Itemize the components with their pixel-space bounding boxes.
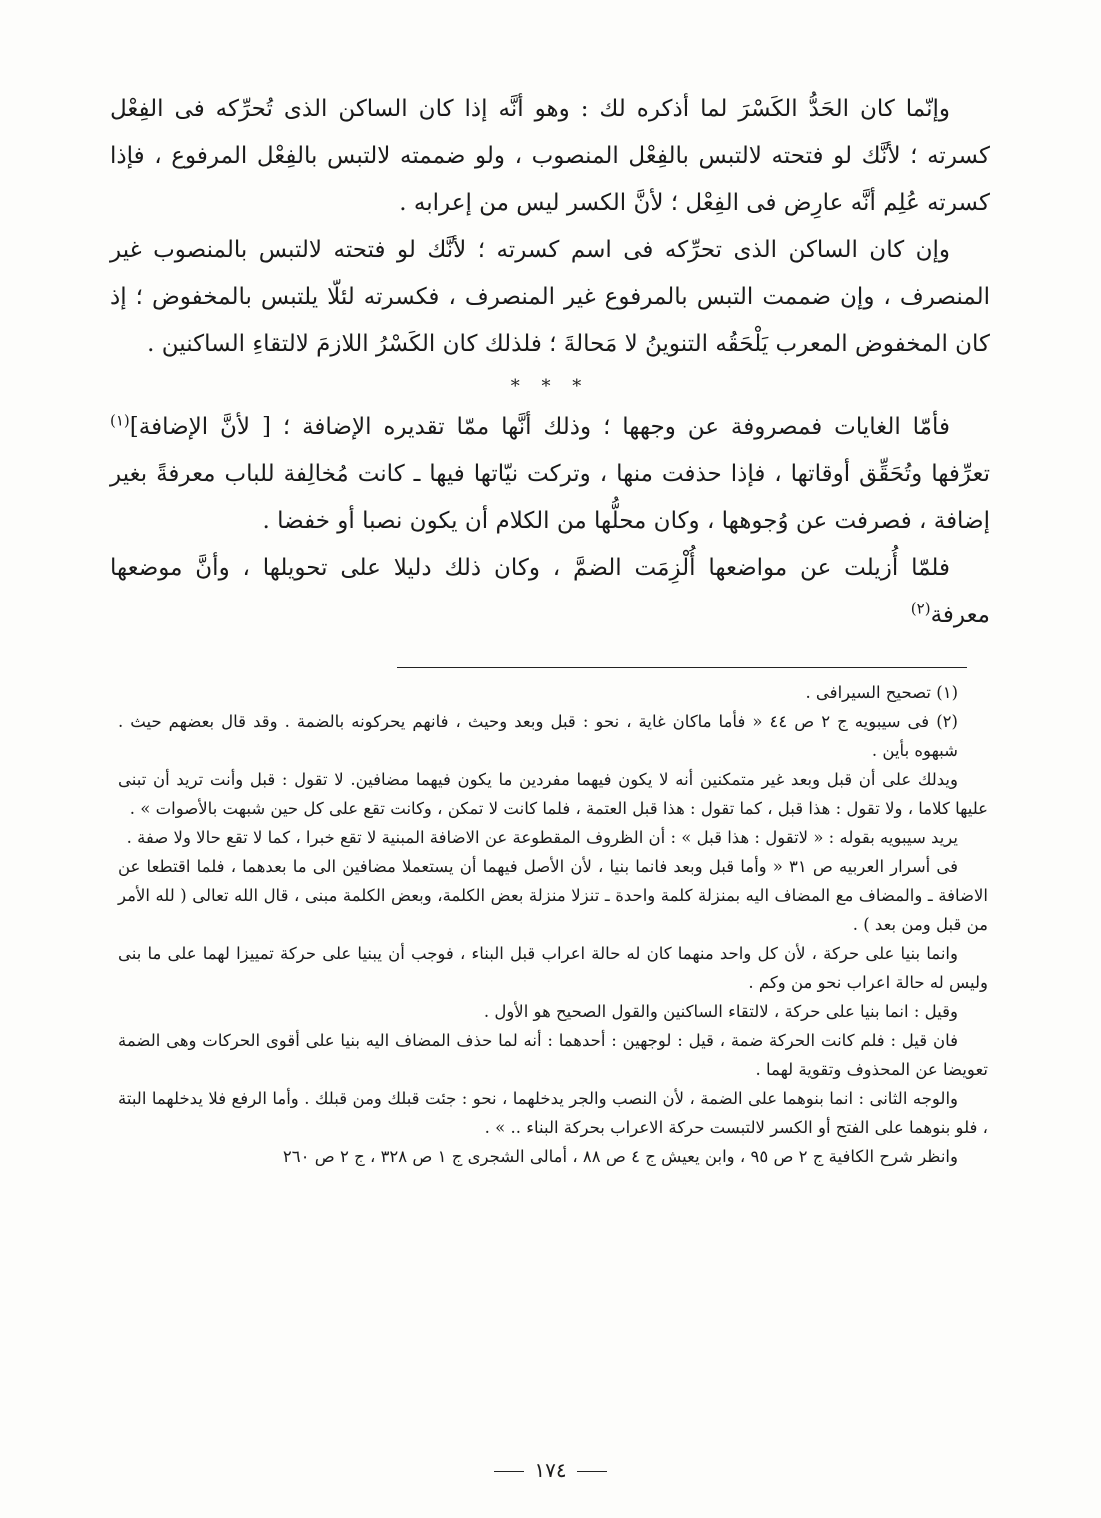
page-number: ١٧٤ xyxy=(534,1458,567,1482)
footnote-2-para-d: فى أسرار العربيه ص ٣١ « وأما قبل وبعد فانما بنيا ، لأن الأصل فيهما أن يستعملا مضافين الى ما بعدهما ، فلما اقتطعا عن الاضافة ـ والمضاف مع المضاف اليه بمنزلة كلمة واحدة ـ تنزلا منزلة بعض الكلمة، وبعض الكلمة مبنى ، قال الله تعالى ( لله الأمر من قبل ومن بعد ) . xyxy=(118,857,988,934)
paragraph-4 xyxy=(110,545,990,639)
page-number-block xyxy=(0,1458,1101,1482)
footnote-2-para-i: وانظر شرح الكافية ج ٢ ص ٩٥ ، وابن يعيش ج ٤ ص ٨٨ ، أمالى الشجرى ج ١ ص ٣٢٨ ، ج ٢ ص ٢٦٠ xyxy=(282,1147,958,1166)
section-separator: * * * xyxy=(510,376,590,397)
footnote-2-para-g: فان قيل : فلم كانت الحركة ضمة ، قيل : لوجهين : أحدهما : أنه لما حذف المضاف اليه بنيا على أقوى الحركات وهى الضمة تعويضا عن المحذوف وتقوية لهما . xyxy=(118,1031,988,1079)
paragraph-4-text: فلمّا أُزيلت عن مواضعها أُلْزِمَت الضمَّ ، وكان ذلك دليلا على تحويلها ، وأنَّ موضعها معرفة xyxy=(110,555,990,628)
paragraph-3-start: فأمّا الغايات فمصروفة عن وجهها ؛ وذلك أنَّها ممّا تقديره الإضافة ؛ [ لأنَّ الإضافة] xyxy=(129,414,950,440)
footnote-2: (٢) فى سيبويه ج ٢ ص ٤٤ « فأما ماكان غاية ، نحو : قبل وبعد وحيث ، فانهم يحركونه بالضمة . وقد قال بعضهم حيث . شبهوه بأين . xyxy=(118,712,958,760)
paragraph-3-rest: تعرِّفها وتُحَقِّق أوقاتها ، فإذا حذفت منها ، وتركت نيّاتها فيها ـ كانت مُخالِفة للباب معرفةً بغير إضافة ، فصرفت عن وُجوهها ، وكان محلُّها من الكلام أن يكون نصبا أو خفضا . xyxy=(110,461,990,534)
paragraph-1: وإنّما كان الحَدُّ الكَسْرَ لما أذكره لك : وهو أنَّه إذا كان الساكن الذى تُحرِّكه فى الفِعْل كسرته ؛ لأنَّك لو فتحته لالتبس بالفِعْل المنصوب ، ولو ضممته لالتبس بالفِعْل المرفوع ، فإذا كسرته عُلِم أنَّه عارِض فى الفِعْل ؛ لأنَّ الكسر ليس من إعرابه . xyxy=(110,96,990,216)
footnote-2-para-c: يريد سيبويه بقوله : « لاتقول : هذا قبل » : أن الظروف المقطوعة عن الاضافة المبنية لا تقع خبرا ، كما لا تقع حالا ولا صفة . xyxy=(126,828,958,847)
footnote-ref-1: (١) xyxy=(110,411,130,430)
page-number-dash-right xyxy=(577,1471,607,1472)
footnote-ref-2: (٢) xyxy=(910,599,931,618)
footnote-1: (١) تصحيح السيرافى . xyxy=(805,683,958,702)
footnotes xyxy=(118,678,988,1171)
footnote-2-para-b: ويدلك على أن قبل وبعد غير متمكنين أنه لا يكون فيهما مفردين ما يكون فيهما مضافين. لا تقول : قبل وأنت تريد أن تبنى عليها كلاما ، ولا تقول : هذا قبل ، كما تقول : هذا قبل العتمة ، فلما كانت لا تمكن ، وكانت تقع على كل حين شبهت بالأصوات » . xyxy=(118,770,988,818)
footnote-2-para-e: وانما بنيا على حركة ، لأن كل واحد منهما كان له حالة اعراب قبل البناء ، فوجب أن يبنيا على حركة تمييزا لهما على ما بنى وليس له حالة اعراب نحو من وكم . xyxy=(118,944,988,992)
footnote-2-para-f: وقيل : انما بنيا على حركة ، لالتقاء الساكنين والقول الصحيح هو الأول . xyxy=(483,1002,958,1021)
main-text xyxy=(110,86,990,639)
paragraph-2: وإن كان الساكن الذى تحرِّكه فى اسم كسرته ؛ لأنَّك لو فتحته لالتبس بالمنصوب غير المنصرف ، وإن ضممت التبس بالمرفوع غير المنصرف ، فكسرته لئلّا يلتبس بالمخفوض ؛ إذ كان المخفوض المعرب يَلْحَقُه التنوينُ لا مَحالةَ ؛ فلذلك كان الكَسْرُ اللازمَ لالتقاءِ الساكنين . xyxy=(110,237,990,357)
page-number-dash-left xyxy=(494,1471,524,1472)
paragraph-3 xyxy=(110,404,990,545)
footnote-2-para-h: والوجه الثانى : انما بنوهما على الضمة ، لأن النصب والجر يدخلهما ، نحو : جئت قبلك ومن قبلك . وأما الرفع فلا يدخلهما البتة ، فلو بنوهما على الفتح أو الكسر لالتبست حركة الاعراب بحركة البناء .. » . xyxy=(118,1089,988,1137)
footnote-divider xyxy=(397,667,967,668)
